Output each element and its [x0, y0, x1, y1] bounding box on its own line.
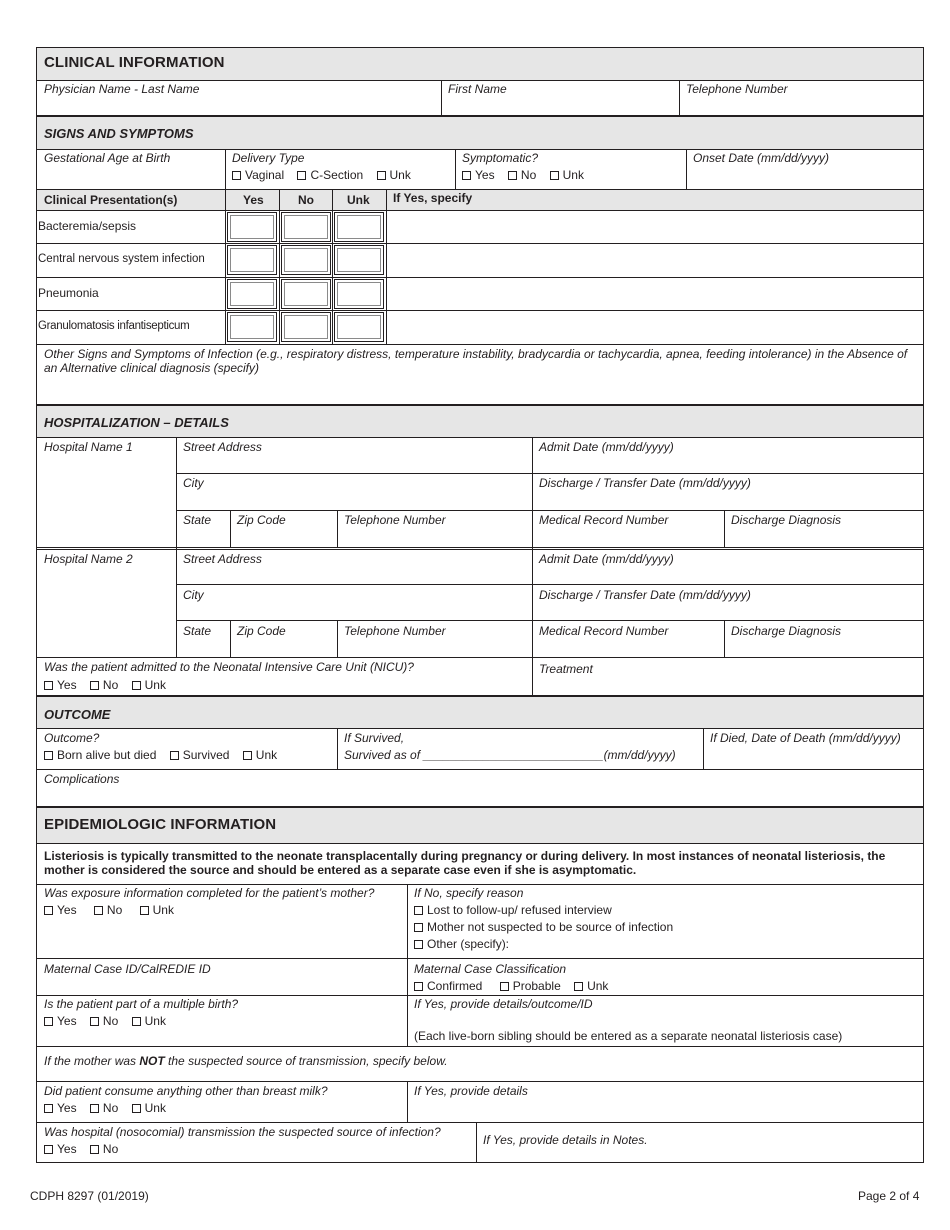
nosocomial-details-note: If Yes, provide details in Notes.	[483, 1133, 648, 1147]
nicu-unk-checkbox[interactable]: Unk	[132, 678, 166, 692]
physician-first-name-field[interactable]: First Name	[448, 82, 507, 96]
multiple-birth-question: Is the patient part of a multiple birth?	[44, 997, 239, 1011]
yes-header: Yes	[243, 193, 264, 207]
hospital2-admit-field[interactable]: Admit Date (mm/dd/yyyy)	[539, 552, 674, 566]
granulomatosis-no-box[interactable]	[281, 312, 331, 342]
class-unk-checkbox[interactable]: Unk	[574, 979, 608, 993]
hospital1-zip-field[interactable]: Zip Code	[237, 513, 286, 527]
nosocomial-options	[44, 1142, 118, 1156]
exposure-yes-checkbox[interactable]: Yes	[44, 903, 77, 917]
presentation-header: Clinical Presentation(s)	[44, 193, 178, 207]
nosocomial-no-checkbox[interactable]: No	[90, 1142, 118, 1156]
hospitalization-section	[36, 405, 924, 696]
granulomatosis-yes-box[interactable]	[227, 312, 277, 342]
breast-milk-yes-checkbox[interactable]: Yes	[44, 1101, 77, 1115]
hospital1-street-field[interactable]: Street Address	[183, 440, 262, 454]
exposure-no-checkbox[interactable]: No	[94, 903, 122, 917]
outcome-survived-checkbox[interactable]: Survived	[170, 748, 230, 762]
cns-no-box[interactable]	[281, 245, 331, 275]
outcome-unk-checkbox[interactable]: Unk	[243, 748, 277, 762]
reason-not-suspected-checkbox[interactable]: Mother not suspected to be source of infection	[414, 920, 673, 934]
pneumonia-unk-box[interactable]	[334, 279, 384, 309]
multiple-birth-details-field[interactable]: If Yes, provide details/outcome/ID	[414, 997, 593, 1011]
onset-date-field[interactable]: Onset Date (mm/dd/yyyy)	[693, 151, 830, 165]
hospital2-street-field[interactable]: Street Address	[183, 552, 262, 566]
hospital1-telephone-field[interactable]: Telephone Number	[344, 513, 446, 527]
hospital1-mrn-field[interactable]: Medical Record Number	[539, 513, 669, 527]
symptomatic-yes-checkbox[interactable]: Yes	[462, 168, 495, 182]
presentation-row-label: Bacteremia/sepsis	[38, 219, 137, 233]
cns-yes-box[interactable]	[227, 245, 277, 275]
hospital1-city-field[interactable]: City	[183, 476, 204, 490]
breast-milk-options	[44, 1101, 166, 1115]
presentation-row-label: Pneumonia	[38, 286, 99, 300]
exposure-unk-checkbox[interactable]: Unk	[140, 903, 174, 917]
hospital1-admit-field[interactable]: Admit Date (mm/dd/yyyy)	[539, 440, 674, 454]
nicu-question: Was the patient admitted to the Neonatal Intensive Care Unit (NICU)?	[44, 660, 414, 674]
delivery-csection-checkbox[interactable]: C-Section	[297, 168, 363, 182]
unk-header: Unk	[347, 193, 370, 207]
other-signs-field[interactable]: Other Signs and Symptoms of Infection (e.g., respiratory distress, temperature instability, bradycardia or tachycardia, apnea, feeding intolerance) in the Absence of an Alternative clinical diagnosis (specify)	[44, 347, 908, 375]
survived-as-of-field[interactable]: Survived as of ___________________________(mm/dd/yyyy)	[344, 748, 676, 762]
presentation-row-label: Granulomatosis infantisepticum	[38, 320, 190, 332]
bacteremia-unk-box[interactable]	[334, 212, 384, 242]
gestational-age-field[interactable]: Gestational Age at Birth	[44, 151, 171, 165]
nicu-yes-checkbox[interactable]: Yes	[44, 678, 77, 692]
breast-milk-details-field[interactable]: If Yes, provide details	[414, 1084, 528, 1098]
symptomatic-options	[462, 168, 584, 182]
breast-milk-no-checkbox[interactable]: No	[90, 1101, 118, 1115]
hospital2-mrn-field[interactable]: Medical Record Number	[539, 624, 669, 638]
specify-header: If Yes, specify	[393, 191, 473, 205]
presentation-row-label: Central nervous system infection	[38, 253, 205, 265]
pneumonia-yes-box[interactable]	[227, 279, 277, 309]
form-id: CDPH 8297 (01/2019)	[30, 1189, 149, 1203]
delivery-type-options	[232, 168, 411, 182]
hospital1-diagnosis-field[interactable]: Discharge Diagnosis	[731, 513, 842, 527]
bacteremia-yes-box[interactable]	[227, 212, 277, 242]
granulomatosis-unk-box[interactable]	[334, 312, 384, 342]
outcome-question: Outcome?	[44, 731, 100, 745]
multiple-birth-yes-checkbox[interactable]: Yes	[44, 1014, 77, 1028]
if-no-reason-label: If No, specify reason	[414, 886, 524, 900]
breast-milk-unk-checkbox[interactable]: Unk	[132, 1101, 166, 1115]
reason-other-checkbox[interactable]: Other (specify):	[414, 937, 509, 951]
nicu-no-checkbox[interactable]: No	[90, 678, 118, 692]
clinical-title: CLINICAL INFORMATION	[44, 54, 225, 71]
nosocomial-question: Was hospital (nosocomial) transmission the suspected source of infection?	[44, 1125, 441, 1139]
maternal-class-options	[414, 979, 608, 993]
hospitalization-title: HOSPITALIZATION – DETAILS	[44, 415, 229, 430]
multiple-birth-no-checkbox[interactable]: No	[90, 1014, 118, 1028]
outcome-options	[44, 748, 277, 762]
hospital2-state-field[interactable]: State	[183, 624, 212, 638]
hospital2-zip-field[interactable]: Zip Code	[237, 624, 286, 638]
hospital1-state-field[interactable]: State	[183, 513, 212, 527]
class-confirmed-checkbox[interactable]: Confirmed	[414, 979, 482, 993]
exposure-question: Was exposure information completed for the patient’s mother?	[44, 886, 375, 900]
physician-last-name-field[interactable]: Physician Name - Last Name	[44, 82, 200, 96]
symptomatic-unk-checkbox[interactable]: Unk	[550, 168, 584, 182]
nosocomial-yes-checkbox[interactable]: Yes	[44, 1142, 77, 1156]
outcome-born-alive-died-checkbox[interactable]: Born alive but died	[44, 748, 156, 762]
pneumonia-no-box[interactable]	[281, 279, 331, 309]
symptomatic-label: Symptomatic?	[462, 151, 539, 165]
hospital1-discharge-field[interactable]: Discharge / Transfer Date (mm/dd/yyyy)	[539, 476, 751, 490]
outcome-title: OUTCOME	[44, 707, 111, 722]
delivery-vaginal-checkbox[interactable]: Vaginal	[232, 168, 284, 182]
if-survived-label: If Survived,	[344, 731, 405, 745]
delivery-unk-checkbox[interactable]: Unk	[377, 168, 411, 182]
maternal-id-field[interactable]: Maternal Case ID/CalREDIE ID	[44, 962, 211, 976]
signs-title: SIGNS AND SYMPTOMS	[44, 126, 194, 141]
physician-telephone-field[interactable]: Telephone Number	[686, 82, 788, 96]
epi-notice: Listeriosis is typically transmitted to the neonate transplacentally during pregnancy or during delivery. In most instances of neonatal listeriosis, the mother is considered the source and should be entered as a separate case even if she is asymptomatic.	[44, 849, 886, 877]
not-source-instruction: If the mother was NOT the suspected source of transmission, specify below.	[44, 1054, 448, 1068]
breast-milk-question: Did patient consume anything other than breast milk?	[44, 1084, 328, 1098]
cns-unk-box[interactable]	[334, 245, 384, 275]
nicu-options	[44, 678, 166, 692]
date-of-death-field[interactable]: If Died, Date of Death (mm/dd/yyyy)	[710, 731, 901, 745]
page-number: Page 2 of 4	[858, 1189, 920, 1203]
hospital2-diagnosis-field[interactable]: Discharge Diagnosis	[731, 624, 842, 638]
hospital2-telephone-field[interactable]: Telephone Number	[344, 624, 446, 638]
sibling-note: (Each live-born sibling should be entered as a separate neonatal listeriosis case)	[414, 1029, 843, 1043]
hospital1-name-field[interactable]: Hospital Name 1	[44, 440, 133, 454]
maternal-classification-label: Maternal Case Classification	[414, 962, 567, 976]
multiple-birth-options	[44, 1014, 166, 1028]
hospital2-discharge-field[interactable]: Discharge / Transfer Date (mm/dd/yyyy)	[539, 588, 751, 602]
no-header: No	[298, 193, 314, 207]
symptomatic-no-checkbox[interactable]: No	[508, 168, 536, 182]
delivery-type-label: Delivery Type	[232, 151, 305, 165]
complications-field[interactable]: Complications	[44, 772, 120, 786]
class-probable-checkbox[interactable]: Probable	[500, 979, 561, 993]
hospital2-city-field[interactable]: City	[183, 588, 204, 602]
hospital2-name-field[interactable]: Hospital Name 2	[44, 552, 133, 566]
bacteremia-no-box[interactable]	[281, 212, 331, 242]
epi-title: EPIDEMIOLOGIC INFORMATION	[44, 816, 277, 833]
treatment-field[interactable]: Treatment	[539, 662, 593, 676]
reason-lost-checkbox[interactable]: Lost to follow-up/ refused interview	[414, 903, 612, 917]
multiple-birth-unk-checkbox[interactable]: Unk	[132, 1014, 166, 1028]
exposure-options	[44, 903, 174, 917]
